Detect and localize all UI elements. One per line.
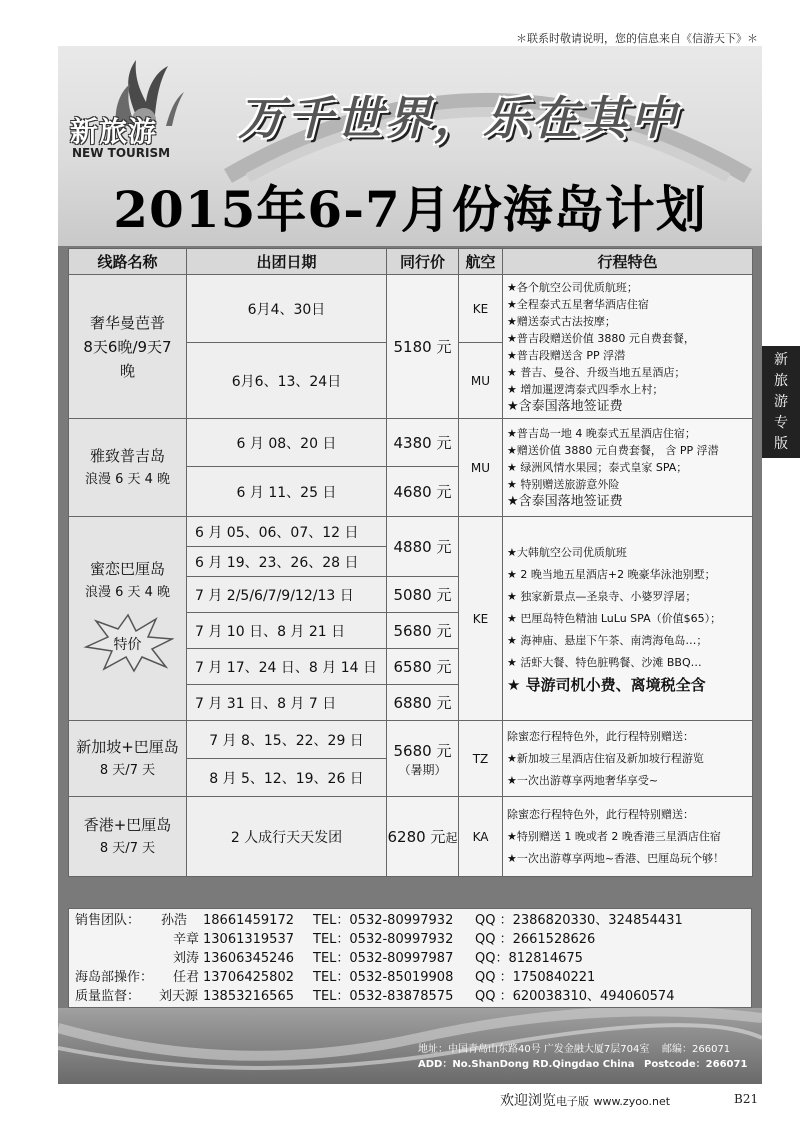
airline-code: TZ — [459, 721, 503, 797]
page-title: 2015年6-7月份海岛计划 — [113, 180, 707, 239]
departure-date: 7 月 17、24 日、8 月 14 日 — [187, 649, 387, 685]
contact-label: 质量监督： — [75, 989, 141, 1004]
feature-line: ★ 独家新景点—圣泉寺、小婆罗浮屠； — [507, 589, 697, 603]
departure-date: 8 月 5、12、19、26 日 — [187, 759, 387, 797]
feature-line: ★ 普吉、曼谷、升级当地五星酒店； — [507, 365, 686, 379]
contact-tel: TEL：0532-80997987 — [313, 951, 454, 966]
features-cell — [503, 419, 753, 517]
contact-name: 刘涛 — [173, 951, 200, 966]
page-number: B21 — [734, 1092, 759, 1106]
feature-line: ★普吉段赠送价值 3880 元自费套餐， — [507, 331, 695, 345]
route-name-cell — [69, 797, 187, 877]
contact-row — [75, 968, 745, 988]
contact-row — [75, 949, 745, 969]
feature-line: 除蜜恋行程特色外，此行程特别赠送： — [507, 807, 694, 821]
price-value: 6280 元 — [387, 828, 446, 846]
feature-line: ★全程泰式五星奢华酒店住宿 — [507, 297, 649, 311]
tour-plan-table-container — [68, 248, 752, 908]
price-cell: 5180 元 — [387, 275, 459, 419]
feature-line: ★一次出游尊享两地奢华享受~ — [507, 773, 659, 787]
price-cell — [387, 797, 459, 877]
features-cell — [503, 517, 753, 721]
feature-line: ★新加坡三星酒店住宿及新加坡行程游览 — [507, 751, 704, 765]
route-name: 香港+巴厘岛 — [83, 815, 172, 834]
header-price: 同行价 — [387, 249, 459, 275]
postcode-english: Postcode：266071 — [644, 1059, 748, 1070]
features-cell — [503, 721, 753, 797]
tour-plan-table — [68, 248, 753, 877]
departure-date: 6 月 08、20 日 — [187, 419, 387, 467]
feature-line: ★ 巴厘岛特色精油 LuLu SPA（价值$65）； — [507, 611, 722, 625]
welcome-note — [500, 1090, 670, 1110]
route-duration: 浪漫 6 天 4 晚 — [84, 585, 171, 600]
poster — [58, 46, 762, 1084]
header-features: 行程特色 — [503, 249, 753, 275]
feature-line: ★ 导游司机小费、离境税全含 — [507, 675, 706, 694]
departure-date: 7 月 31 日、8 月 7 日 — [187, 685, 387, 721]
departure-date: 6 月 11、25 日 — [187, 467, 387, 517]
side-tab-char: 旅 — [774, 373, 788, 389]
departure-date: 7 月 8、15、22、29 日 — [187, 721, 387, 759]
contact-mobile: 13706425802 — [203, 970, 294, 985]
price-cell: 5080 元 — [387, 577, 459, 613]
route-duration: 8 天/7 天 — [99, 840, 156, 856]
welcome-text: 欢迎浏览 — [500, 1093, 556, 1109]
feature-line: ★ 增加暹逻湾泰式四季水上村； — [507, 382, 664, 396]
table-header-row — [69, 249, 753, 275]
contact-label: 销售团队： — [75, 913, 141, 928]
price-cell: 6880 元 — [387, 685, 459, 721]
sales-contacts — [68, 908, 752, 1008]
header-date: 出团日期 — [187, 249, 387, 275]
contact-row — [75, 911, 745, 931]
feature-line: 除蜜恋行程特色外，此行程特别赠送： — [507, 729, 694, 743]
feature-line: ★普吉段赠送含 PP 浮潜 — [507, 348, 626, 362]
price-note: （暑期） — [398, 762, 447, 777]
contact-name: 任君 — [173, 970, 200, 985]
swirl-decoration — [58, 1008, 762, 1084]
contact-mobile: 13853216565 — [203, 989, 294, 1004]
route-name: 雅致普吉岛 — [89, 446, 165, 465]
feature-line: ★ 活虾大餐、特色脏鸭餐、沙滩 BBQ… — [507, 655, 702, 669]
contact-qq: QQ ：2386820330、324854431 — [475, 913, 683, 928]
departure-date: 7 月 2/5/6/7/9/12/13 日 — [187, 577, 387, 613]
contact-row — [75, 987, 745, 1007]
contact-mobile: 18661459172 — [203, 913, 294, 928]
price-cell: 4680 元 — [387, 467, 459, 517]
table-row — [69, 517, 753, 547]
route-name-cell — [69, 419, 187, 517]
contact-qq: QQ ：17508402​21 — [475, 970, 596, 985]
route-name-cell — [69, 721, 187, 797]
special-price-badge — [82, 613, 174, 673]
feature-line: ★ 绿洲风情水果园；泰式皇家 SPA； — [507, 461, 688, 474]
slogan: 万千世界，乐在其中 — [238, 91, 679, 145]
departure-date: 7 月 10 日、8 月 21 日 — [187, 613, 387, 649]
contact-row — [75, 930, 745, 950]
price-value: 5680 元 — [393, 741, 452, 760]
departure-date: 6 月 19、23、26、28 日 — [187, 547, 387, 577]
route-duration: 浪漫 6 天 4 晚 — [84, 471, 171, 487]
feature-line: ★特别赠送 1 晚或者 2 晚香港三星酒店住宿 — [507, 829, 721, 843]
contact-qq: QQ ：620038310、494060574 — [475, 989, 675, 1004]
departure-date: 2 人成行天天发团 — [187, 797, 387, 877]
address-english: ADD：No.ShanDong RD.Qingdao China — [418, 1059, 635, 1070]
route-name: 奢华曼芭普 — [89, 313, 165, 332]
price-cell: 5680 元 — [387, 613, 459, 649]
header-route: 线路名称 — [69, 249, 187, 275]
feature-line: ★含泰国落地签证费 — [507, 398, 623, 414]
feature-line: ★ 海神庙、悬崖下午茶、南湾海龟岛…； — [507, 633, 708, 647]
side-tab-char: 专 — [774, 415, 788, 431]
price-suffix: 起 — [445, 831, 458, 845]
price-cell: 4380 元 — [387, 419, 459, 467]
route-duration-cont: 晚 — [119, 361, 135, 380]
contact-name: 孙浩 — [161, 913, 188, 928]
departure-date: 6 月 05、06、07、12 日 — [187, 517, 387, 547]
feature-line: ★含泰国落地签证费 — [507, 494, 623, 509]
side-tab-char: 版 — [774, 436, 788, 452]
contact-qq: QQ ：2661528626 — [475, 932, 596, 947]
feature-line: ★各个航空公司优质航班； — [507, 280, 638, 294]
side-tab-char: 游 — [774, 394, 788, 410]
feature-line: ★赠送泰式古法按摩； — [507, 314, 616, 328]
source-note: ＊联系时敬请说明，您的信息来自《信游天下》＊ — [516, 32, 758, 45]
contact-tel: TEL：0532-80997932 — [313, 913, 454, 928]
table-row — [69, 419, 753, 467]
edition-text: 电子版 — [556, 1095, 589, 1108]
poster-footer — [58, 1008, 762, 1084]
route-name-cell — [69, 517, 187, 721]
feature-line: ★ 特别赠送旅游意外险 — [507, 478, 620, 491]
departure-date: 6月6、13、24日 — [187, 343, 387, 419]
price-cell: 4880 元 — [387, 517, 459, 577]
airline-code: KE — [459, 275, 503, 343]
feature-line: ★一次出游尊享两地~香港、巴厘岛玩个够！ — [507, 851, 725, 865]
edition-side-tab — [762, 346, 800, 458]
feature-line: ★ 2 晚当地五星酒店+2 晚豪华泳池别墅； — [507, 567, 716, 581]
table-row — [69, 275, 753, 343]
features-cell — [503, 797, 753, 877]
feature-line: ★普吉岛一地 4 晚泰式五星酒店住宿； — [507, 427, 696, 440]
contact-tel: TEL：0532-80997932 — [313, 932, 454, 947]
contact-name: 刘天源 — [159, 989, 199, 1004]
airline-code: MU — [459, 343, 503, 419]
price-cell — [387, 721, 459, 797]
feature-line: ★大韩航空公司优质航班 — [507, 545, 627, 559]
features-cell — [503, 275, 753, 419]
contact-mobile: 13061319537 — [203, 932, 294, 947]
address: 地址：中国青岛山东路40号 广发金融大厦7层704室 — [418, 1044, 650, 1055]
route-duration: 8天6晚/9天7 — [83, 337, 172, 356]
postcode: 邮编：266071 — [662, 1044, 731, 1055]
contact-name: 辛章 — [173, 932, 200, 947]
poster-header — [58, 46, 762, 246]
table-row — [69, 721, 753, 759]
header-airline: 航空 — [459, 249, 503, 275]
contact-qq: QQ：812814675 — [475, 951, 583, 966]
route-name: 新加坡+巴厘岛 — [76, 737, 179, 756]
contact-label: 海岛部操作： — [75, 970, 154, 985]
departure-date: 6月4、30日 — [187, 275, 387, 343]
contact-tel: TEL：0532-83878575 — [313, 989, 454, 1004]
special-price-label: 特价 — [113, 637, 142, 653]
contact-mobile: 13606345246 — [203, 951, 294, 966]
airline-code: KA — [459, 797, 503, 877]
route-name-cell — [69, 275, 187, 419]
route-duration: 8 天/7 天 — [99, 762, 156, 778]
route-name: 蜜恋巴厘岛 — [89, 560, 165, 578]
site-url[interactable]: www.zyoo.net — [593, 1095, 671, 1108]
airline-code: KE — [459, 517, 503, 721]
table-row — [69, 797, 753, 877]
contact-tel: TEL：0532-85019908 — [313, 970, 454, 985]
brand-logo-text: 新旅游 — [70, 115, 158, 148]
feature-line: ★赠送价值 3880 元自费套餐， 含 PP 浮潜 — [507, 444, 719, 457]
brand-logo-english: NEW TOURISM — [72, 146, 171, 160]
price-cell: 6580 元 — [387, 649, 459, 685]
side-tab-char: 新 — [774, 352, 788, 368]
airline-code: MU — [459, 419, 503, 517]
